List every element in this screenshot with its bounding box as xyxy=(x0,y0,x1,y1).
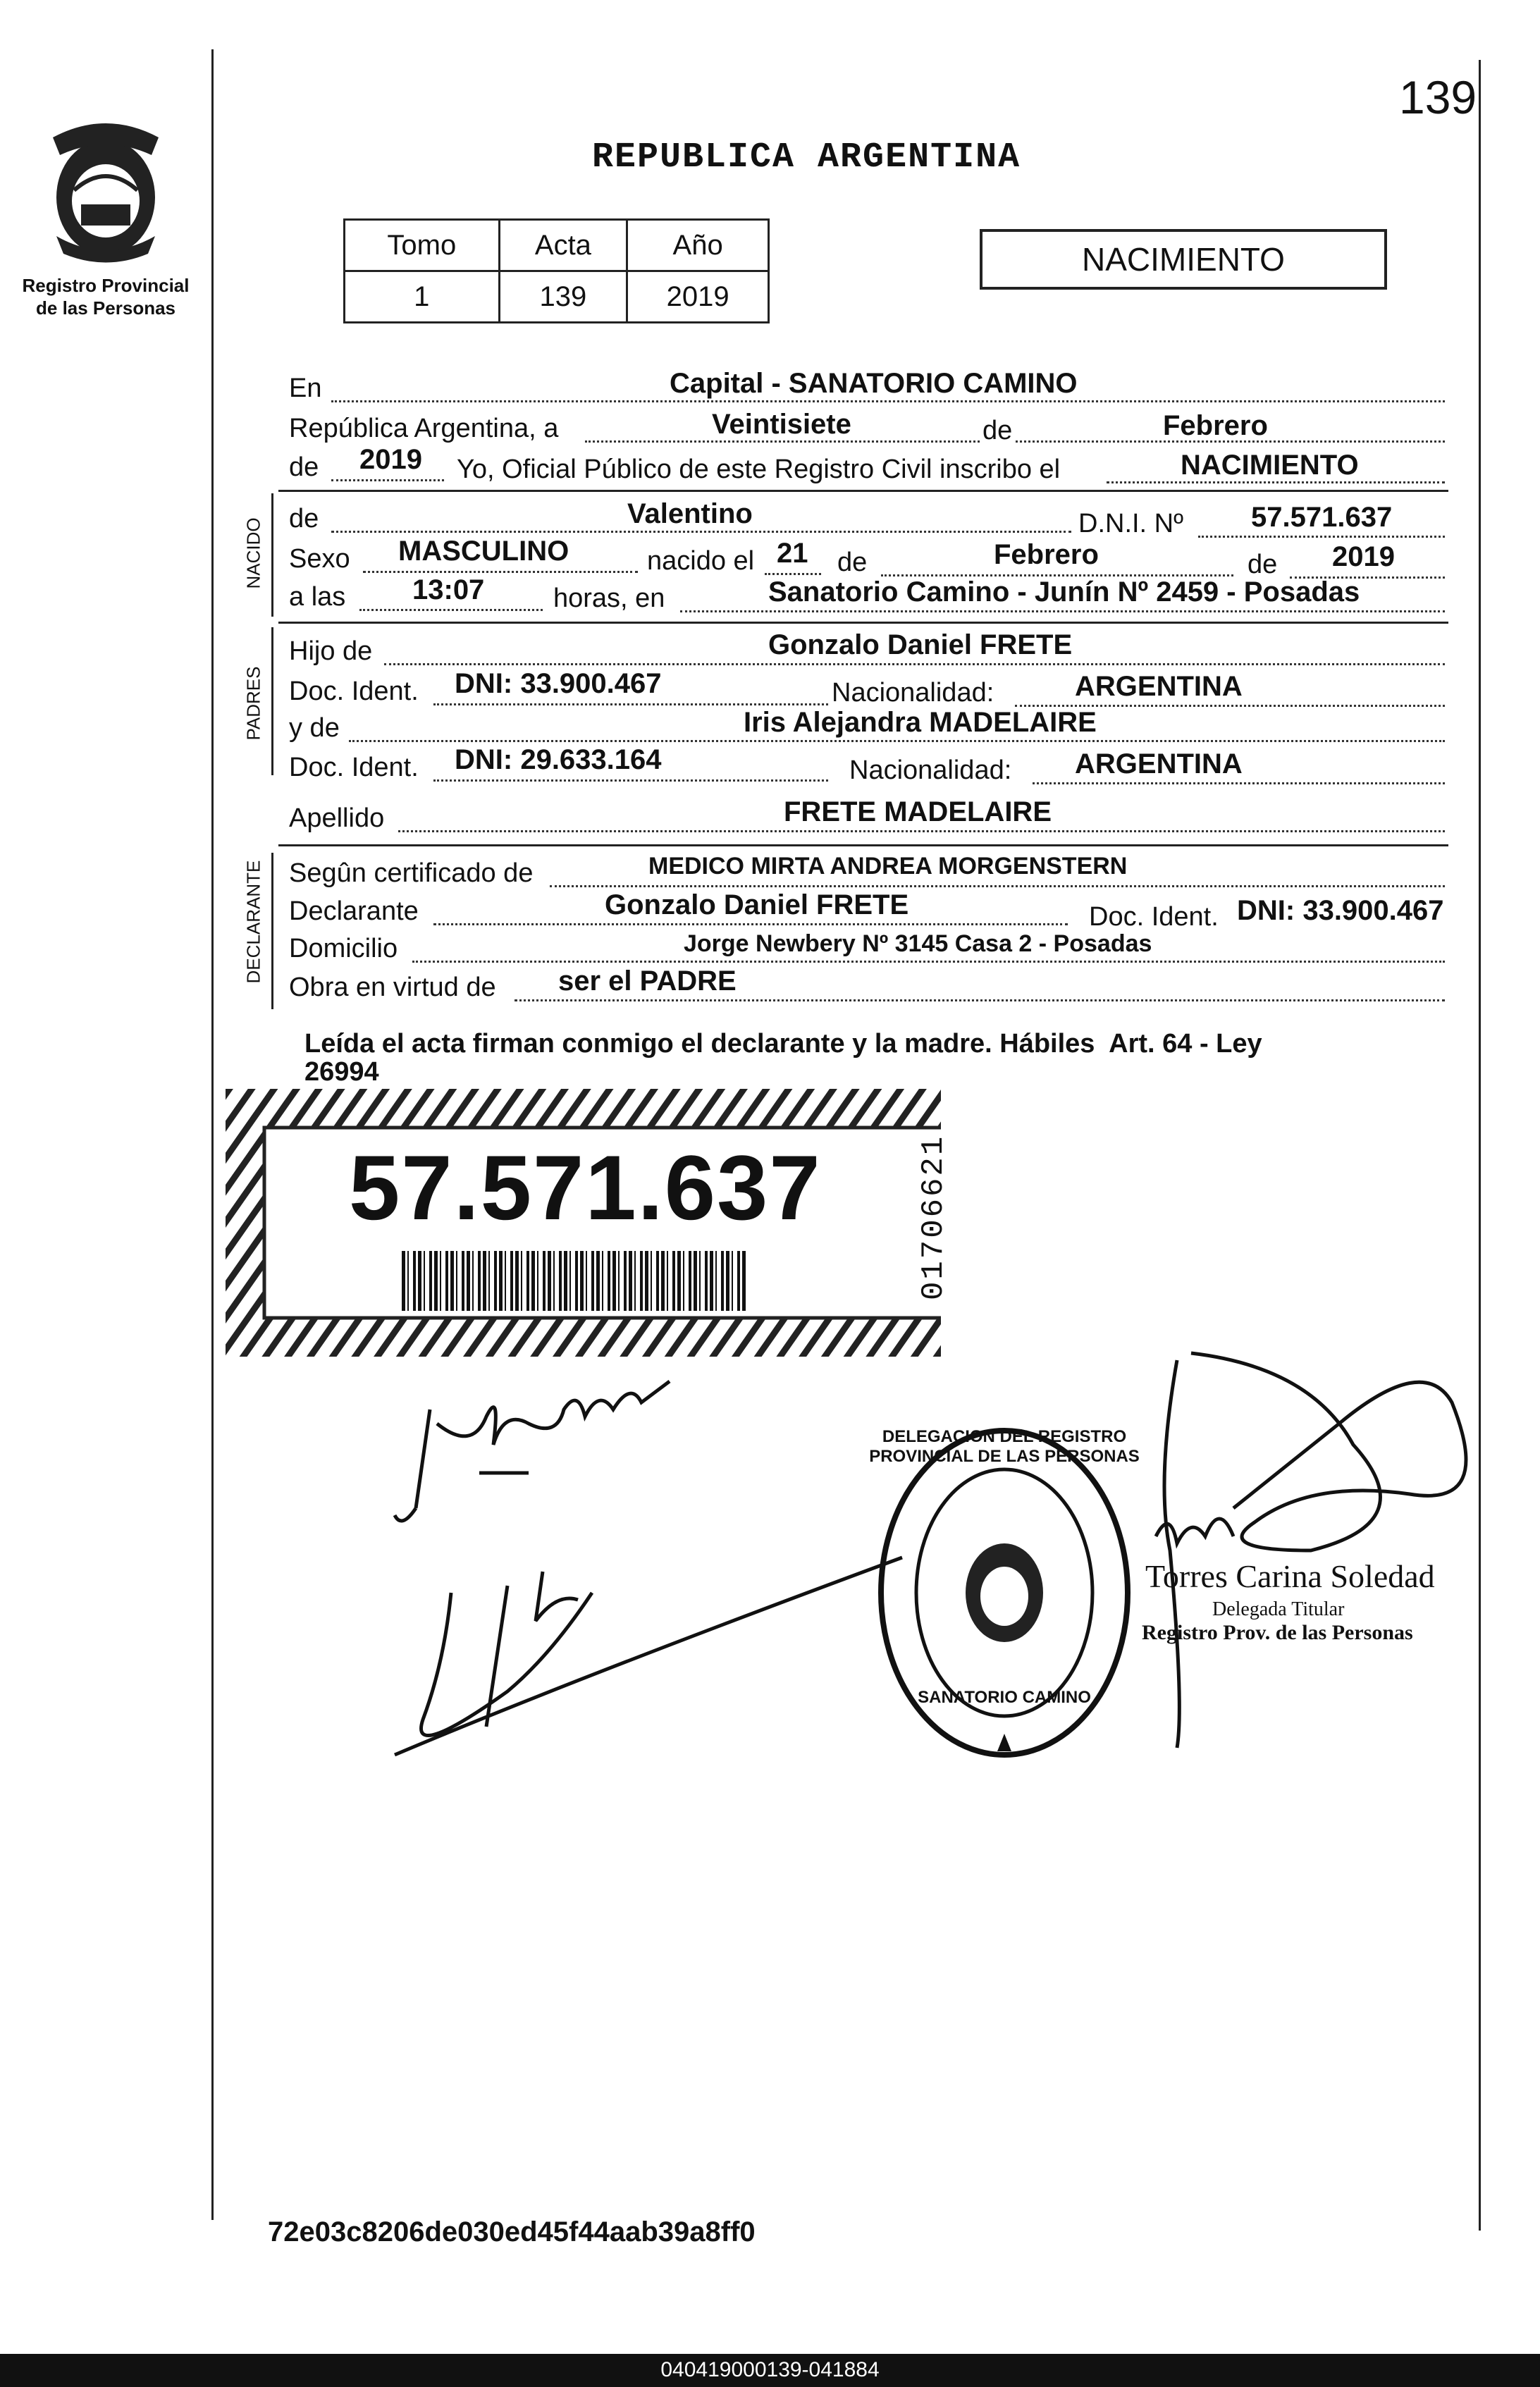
apellido-dots xyxy=(398,830,1445,832)
nac2-value: ARGENTINA xyxy=(1075,748,1243,779)
nombre-value: Valentino xyxy=(627,498,753,529)
official-office: Registro Prov. de las Personas xyxy=(1142,1621,1413,1644)
alas-label: a las xyxy=(289,582,346,612)
ref-value-tomo: 1 xyxy=(345,271,500,323)
nombre-label: de xyxy=(289,504,319,533)
segun-value: MEDICO MIRTA ANDREA MORGENSTERN xyxy=(648,853,1128,880)
divider-3 xyxy=(278,844,1448,846)
domicilio-label: Domicilio xyxy=(289,934,398,963)
nacido-el-label: nacido el xyxy=(647,546,755,576)
declarante-bracket xyxy=(271,853,273,1009)
logo-caption-2: de las Personas xyxy=(36,297,175,319)
obra-label: Obra en virtud de xyxy=(289,973,496,1002)
doc1-label: Doc. Ident. xyxy=(289,677,419,706)
signature-mother xyxy=(388,1367,726,1550)
apellido-value: FRETE MADELAIRE xyxy=(784,796,1052,827)
ref-value-anio: 2019 xyxy=(627,271,769,323)
doc1-value: DNI: 33.900.467 xyxy=(455,668,662,699)
republica-label: República Argentina, a xyxy=(289,414,559,443)
dni-stamp-number: 57.571.637 xyxy=(349,1136,822,1239)
obra-value: ser el PADRE xyxy=(558,966,737,997)
sexo-label: Sexo xyxy=(289,544,350,574)
mes-value: Febrero xyxy=(1163,410,1268,441)
nac-de-label: de xyxy=(837,548,868,577)
lugar-value: Sanatorio Camino - Junín Nº 2459 - Posadas xyxy=(768,576,1360,607)
footer-code: 040419000139-041884 xyxy=(660,2358,880,2381)
ref-header-acta: Acta xyxy=(499,220,627,271)
ref-value-acta: 139 xyxy=(499,271,627,323)
dni-stamp xyxy=(226,1089,948,1357)
declarante-dots xyxy=(433,923,1068,925)
obra-dots xyxy=(515,999,1445,1001)
nac1-value: ARGENTINA xyxy=(1075,671,1243,702)
dni-barcode xyxy=(402,1251,747,1311)
nombre-dots xyxy=(331,531,1071,533)
nac-dia-dots xyxy=(765,573,821,575)
official-name: Torres Carina Soledad xyxy=(1145,1558,1435,1594)
province-logo xyxy=(32,113,180,268)
signature-declarant xyxy=(366,1550,916,1762)
horas-label: horas, en xyxy=(553,584,665,613)
domicilio-value: Jorge Newbery Nº 3145 Casa 2 - Posadas xyxy=(684,930,1152,957)
document-hash: 72e03c8206de030ed45f44aab39a8ff0 xyxy=(268,2216,756,2247)
padre-value: Gonzalo Daniel FRETE xyxy=(768,629,1073,660)
de-label: de xyxy=(980,416,1015,446)
doc1-dots xyxy=(433,703,828,705)
declarante-field-label: Declarante xyxy=(289,896,419,926)
doc2-label: Doc. Ident. xyxy=(289,753,419,782)
dni-serial: 01706621 xyxy=(916,1134,951,1300)
seal-outer-text: DELEGACION DEL REGISTRO PROVINCIAL DE LAS PERSONAS xyxy=(869,1427,1140,1466)
nacido-bracket xyxy=(271,493,273,617)
hora-dots xyxy=(359,609,543,611)
madre-dots xyxy=(349,740,1445,742)
dni-label: D.N.I. Nº xyxy=(1078,509,1183,538)
nac-de2-label: de xyxy=(1248,550,1278,579)
segun-label: Segûn certificado de xyxy=(289,858,534,888)
sexo-dots xyxy=(363,571,638,573)
declarante-value: Gonzalo Daniel FRETE xyxy=(605,889,909,920)
hijo-label: Hijo de xyxy=(289,636,373,666)
inscribo-dots xyxy=(1107,481,1445,483)
signature-official xyxy=(1128,1339,1480,1762)
en-dots xyxy=(331,400,1445,402)
inscribo-value: NACIMIENTO xyxy=(1181,450,1359,481)
closing-line-2: 26994 xyxy=(304,1057,379,1087)
hora-value: 13:07 xyxy=(412,574,485,605)
reference-table xyxy=(343,218,770,323)
left-margin-line xyxy=(211,49,214,2220)
closing-line-1: Leída el acta firman conmigo el declarante y la madre. Hábiles Art. 64 - Ley xyxy=(304,1029,1262,1059)
declarante-label: DECLARANTE xyxy=(242,860,264,984)
dia-value: Veintisiete xyxy=(712,409,851,440)
record-type-box: NACIMIENTO xyxy=(980,229,1387,290)
apellido-label: Apellido xyxy=(289,803,385,833)
footer-bar xyxy=(0,2354,1540,2387)
official-seal xyxy=(870,1420,1138,1765)
lugar-dots xyxy=(680,610,1445,612)
official-role: Delegada Titular xyxy=(1212,1598,1345,1620)
document-title: REPUBLICA ARGENTINA xyxy=(592,137,1021,178)
ref-header-tomo: Tomo xyxy=(345,220,500,271)
sexo-value: MASCULINO xyxy=(398,536,569,567)
divider-1 xyxy=(278,490,1448,492)
ref-header-anio: Año xyxy=(627,220,769,271)
dni-value: 57.571.637 xyxy=(1251,502,1393,533)
dni-dots xyxy=(1198,536,1445,538)
doc2-dots xyxy=(433,779,828,782)
right-margin-line xyxy=(1479,60,1481,2231)
en-value: Capital - SANATORIO CAMINO xyxy=(670,368,1078,399)
anio-dots xyxy=(331,479,444,481)
decl-doc-value: DNI: 33.900.467 xyxy=(1237,895,1444,926)
logo-caption-1: Registro Provincial xyxy=(22,275,190,296)
anio-value: 2019 xyxy=(359,444,422,475)
nac1-label: Nacionalidad: xyxy=(832,678,994,708)
nac2-dots xyxy=(1033,782,1445,784)
segun-dots xyxy=(550,885,1445,887)
divider-2 xyxy=(278,622,1448,624)
nac-mes-value: Febrero xyxy=(994,539,1099,570)
seal-inner-text: SANATORIO CAMINO xyxy=(918,1688,1091,1707)
nac2-label: Nacionalidad: xyxy=(849,755,1012,785)
padres-label: PADRES xyxy=(242,666,264,741)
madre-value: Iris Alejandra MADELAIRE xyxy=(744,707,1097,738)
de2-label: de xyxy=(289,452,319,482)
nac-anio-value: 2019 xyxy=(1332,541,1395,572)
decl-doc-label: Doc. Ident. xyxy=(1089,902,1219,932)
padres-bracket xyxy=(271,627,273,775)
domicilio-dots xyxy=(412,961,1445,963)
nac-dia-value: 21 xyxy=(777,538,808,569)
yde-label: y de xyxy=(289,713,340,743)
page-number: 139 xyxy=(1399,71,1477,123)
en-label: En xyxy=(289,374,322,403)
padre-dots xyxy=(384,663,1445,665)
nacido-label: NACIDO xyxy=(242,517,264,589)
inscribo-label: Yo, Oficial Público de este Registro Civil inscribo el xyxy=(457,455,1061,484)
doc2-value: DNI: 29.633.164 xyxy=(455,744,662,775)
